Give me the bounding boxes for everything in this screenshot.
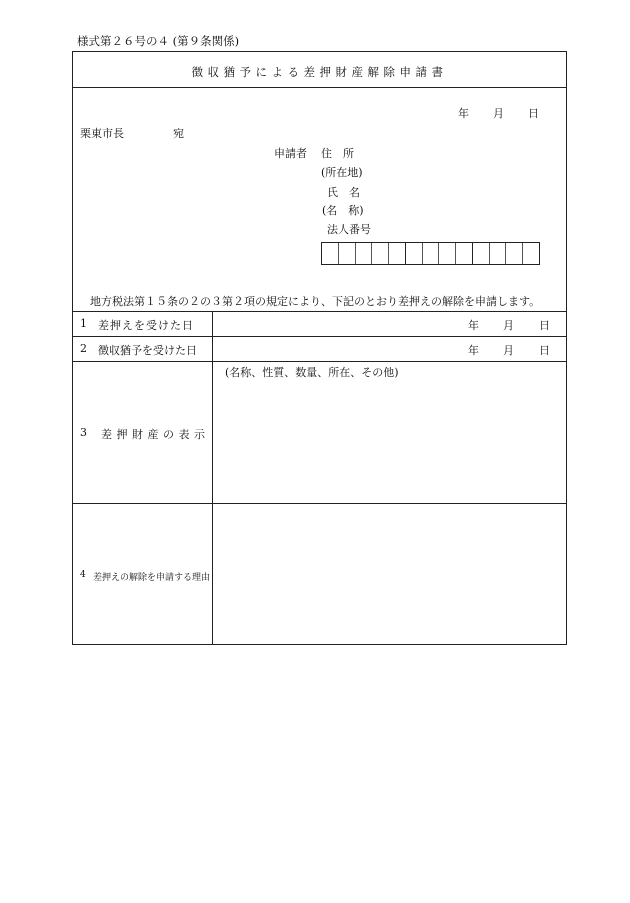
row-3-note: (名称、性質、数量、所在、その他) bbox=[225, 366, 399, 379]
applicant-label: 申請者 bbox=[274, 147, 307, 160]
row-3-label: 差押財産の表示 bbox=[101, 428, 210, 441]
corp-number-digit[interactable] bbox=[456, 243, 473, 264]
corp-number-digit[interactable] bbox=[506, 243, 523, 264]
row-1-year: 年 bbox=[468, 319, 479, 332]
application-statement: 地方税法第１５条の２の３第２項の規定により、下記のとおり差押えの解除を申請します。 bbox=[90, 295, 541, 308]
row-divider bbox=[73, 361, 566, 362]
title-divider bbox=[73, 87, 566, 88]
column-divider bbox=[212, 311, 213, 645]
corp-number-digit[interactable] bbox=[406, 243, 423, 264]
row-1-day: 日 bbox=[539, 319, 550, 332]
row-4-label: 差押えの解除を申請する理由 bbox=[93, 573, 211, 583]
row-1-month: 月 bbox=[503, 319, 514, 332]
row-2-year: 年 bbox=[468, 344, 479, 357]
row-3-number: 3 bbox=[80, 426, 87, 439]
corp-number-boxes[interactable] bbox=[321, 242, 540, 265]
row-2-day: 日 bbox=[539, 344, 550, 357]
date-month: 月 bbox=[493, 107, 504, 120]
addressee-name: 栗東市長 bbox=[80, 127, 124, 140]
row-divider bbox=[73, 503, 566, 504]
row-1-number: 1 bbox=[80, 317, 87, 330]
applicant-corp-name-label: (名 称) bbox=[322, 204, 364, 217]
form-id: 様式第２６号の４ (第９条関係) bbox=[77, 34, 240, 48]
corp-number-digit[interactable] bbox=[473, 243, 490, 264]
row-2-month: 月 bbox=[503, 344, 514, 357]
applicant-address-label: 住 所 bbox=[321, 147, 354, 160]
date-year: 年 bbox=[458, 107, 469, 120]
corp-number-digit[interactable] bbox=[322, 243, 339, 264]
row-4-number: 4 bbox=[80, 570, 86, 580]
application-form bbox=[72, 51, 567, 645]
addressee-suffix: 宛 bbox=[173, 127, 184, 140]
corp-number-digit[interactable] bbox=[389, 243, 406, 264]
corp-number-digit[interactable] bbox=[490, 243, 507, 264]
corp-number-digit[interactable] bbox=[356, 243, 373, 264]
row-2-label: 徴収猶予を受けた日 bbox=[98, 344, 197, 357]
row-1-label: 差押えを受けた日 bbox=[98, 319, 194, 332]
form-title: 徴収猶予による差押財産解除申請書 bbox=[191, 65, 448, 79]
applicant-location-label: (所在地) bbox=[321, 166, 363, 179]
corp-number-digit[interactable] bbox=[339, 243, 356, 264]
corp-number-digit[interactable] bbox=[423, 243, 440, 264]
corp-number-digit[interactable] bbox=[372, 243, 389, 264]
corp-number-digit[interactable] bbox=[439, 243, 456, 264]
row-2-number: 2 bbox=[80, 342, 87, 355]
date-day: 日 bbox=[528, 107, 539, 120]
corp-number-digit[interactable] bbox=[523, 243, 539, 264]
table-top-border bbox=[73, 311, 566, 312]
corp-number-label: 法人番号 bbox=[327, 223, 371, 236]
applicant-name-label: 氏 名 bbox=[327, 186, 360, 199]
row-divider bbox=[73, 336, 566, 337]
